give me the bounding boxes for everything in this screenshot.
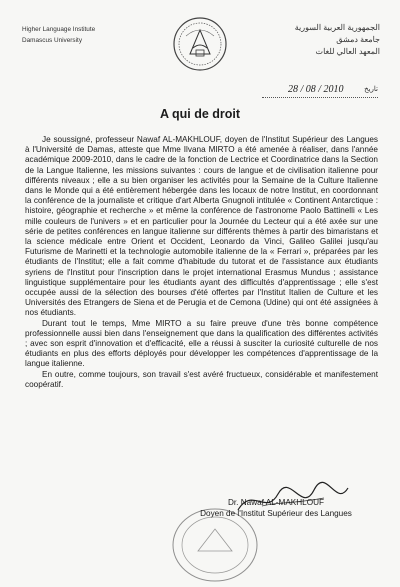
signatory-name: Dr. Nawaf AL-MAKHLOUF [228, 498, 324, 507]
republic-name: الجمهورية العربية السورية [294, 23, 380, 32]
institution-header-latin [22, 24, 95, 46]
letter-body [25, 135, 378, 390]
institute-name-arabic: المعهد العالي للغات [315, 47, 380, 56]
date-line [262, 84, 378, 100]
paragraph-3: En outre, comme toujours, son travail s'est avéré fructueux, considérable et manifestement coopératif. [25, 369, 378, 389]
letter-title: A qui de droit [159, 107, 241, 121]
date-value: 28 / 08 / 2010 [288, 84, 344, 95]
official-stamp-icon [168, 505, 263, 585]
university-name-arabic: جامعة دمشق [336, 35, 380, 44]
institution-name: Higher Language Institute [22, 26, 96, 33]
paragraph-2: Durant tout le temps, Mme MIRTO a su faire preuve d'une très bonne compétence professionnelle aussi bien dans l'enseignement que dans la qualification des différentes activités ; avec son esprit d'innovation et d'efficacité, elle a réussi à susciter la curiosité culturelle de nos étudiants en plus des efforts déployés pour développer les compétences d'apprentissage de la langue italienne. [25, 318, 378, 369]
signatory-role: Doyen de l'Institut Supérieur des Langues [200, 509, 352, 518]
university-name: Damascus University [22, 37, 83, 44]
date-label: تاريخ [364, 86, 378, 93]
institution-header-arabic [295, 22, 380, 58]
university-seal-icon [172, 16, 228, 72]
paragraph-1: Je soussigné, professeur Nawaf AL-MAKHLOUF, doyen de l'Institut Supérieur des Langues à l'Université de Damas, atteste que Mme Ilvana MIRTO a été amenée à réaliser, dans l'année académique 2009-2010, dans le cadre de la fonction de Lectrice et Coordinatrice dans la Section de la Langue Italienne, les missions suivantes : cours de langue et de civilisation italienne pour différents niveaux ; elle a su bien organiser les activités pour la Semaine de la Culture Italienne dans le Monde qui a été entièrement hébergée dans les locaux de notre Institut, en coordonnant la conférence de la journaliste et critique d'art Alberta Gnugnoli intitulée « Continent Antarctique : histoire, géographie et recherche » et même la conférence de l'astronome Paolo Battinelli « Les mille couleurs de l'univers » et en particulier pour la Journée du Lecteur qui a été axée sur une série de petites conférences en langue italienne sur différents thèmes à partir des bimaristans et la science médicale entre Orient et Occident, Leonardo da Vinci, Galileo Galilei jusqu'au Futurisme de Marinetti et la technologie automobile italienne de la « Ferrari », préparées par les étudiants de l'Institut; elle a fait comme d'habitude du tutorat et de l'assistance aux étudiants syriens de l'Institut pour l'inscription dans le projet international Erasmus Mundus ; assistance linguistique supplémentaire pour les étudiants ayant des difficultés d'apprentissage ; elle s'est occupée aussi de la sélection des bourses d'été offertes par l'Institut Italien de Culture et les Universités des Etrangers de Siena et de Perugia et de Cemona (Udine) qui ont été assignées à nos étudiants. [25, 135, 378, 318]
